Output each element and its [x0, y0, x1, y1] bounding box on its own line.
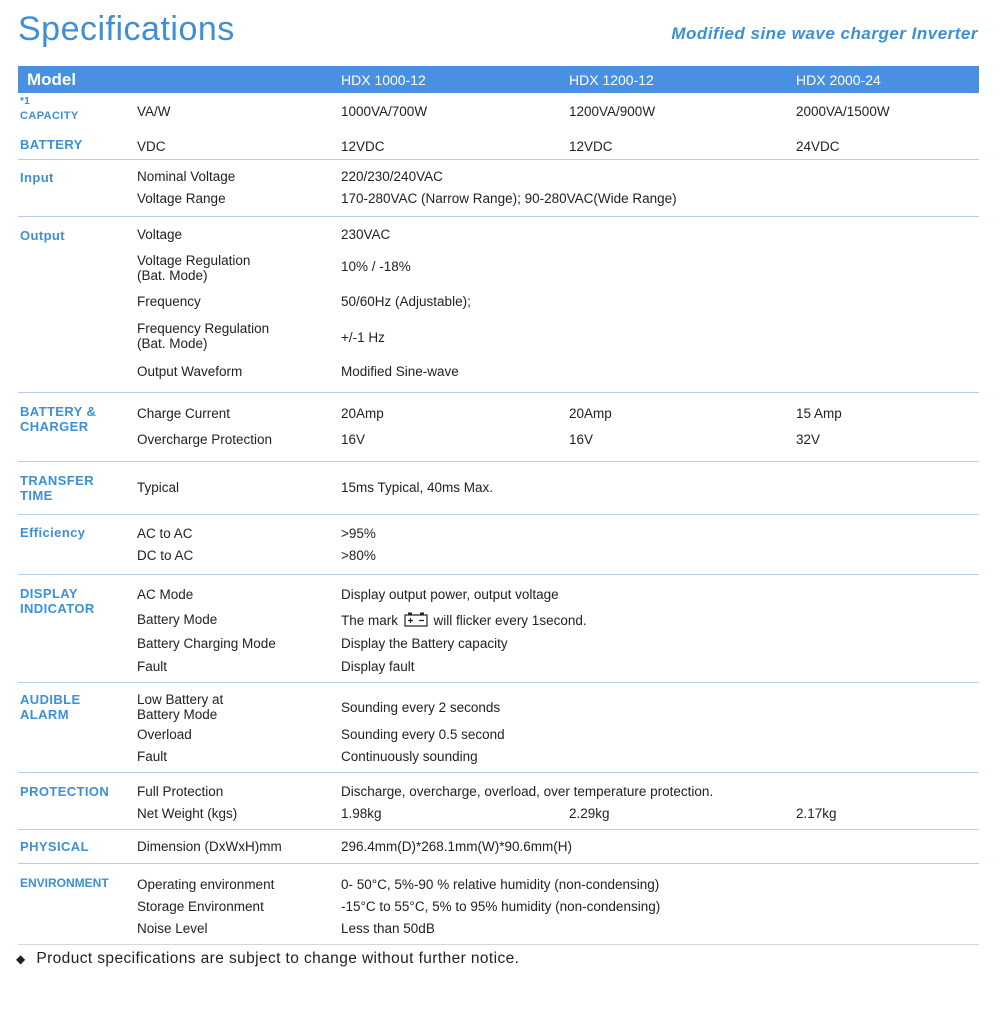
spec-value: 12VDC — [341, 139, 385, 154]
spec-param: AC to AC — [137, 526, 193, 541]
spec-value: 12VDC — [569, 139, 613, 154]
spec-value: 230VAC — [341, 227, 391, 242]
spec-param-note: Battery Mode — [137, 707, 218, 722]
spec-param: Voltage — [137, 227, 183, 242]
spec-value: +/-1 Hz — [341, 330, 385, 345]
spec-param-note: (Bat. Mode) — [137, 336, 208, 351]
model-name: HDX 2000-24 — [796, 72, 881, 88]
spec-param: Storage Environment — [137, 899, 264, 914]
battery-icon — [404, 612, 428, 630]
spec-value: 15ms Typical, 40ms Max. — [341, 480, 494, 495]
spec-param: Overcharge Protection — [137, 432, 273, 447]
spec-value: >80% — [341, 548, 376, 563]
spec-value: 50/60Hz (Adjustable); — [341, 294, 471, 309]
spec-value: >95% — [341, 526, 376, 541]
spec-param: Fault — [137, 749, 168, 764]
section-efficiency — [18, 515, 979, 575]
spec-value: 1.98kg — [341, 806, 382, 821]
category-label: BATTERY — [20, 137, 83, 152]
spec-value-block — [341, 612, 587, 630]
category-text: ALARM — [20, 707, 69, 722]
spec-value: The mark — [341, 613, 399, 628]
spec-param: DC to AC — [137, 548, 194, 563]
spec-value: 296.4mm(D)*268.1mm(W)*90.6mm(H) — [341, 839, 573, 854]
spec-value: 15 Amp — [796, 406, 842, 421]
spec-value: -15°C to 55°C, 5% to 95% humidity (non-condensing) — [341, 899, 661, 914]
spec-value: Discharge, overcharge, overload, over temperature protection. — [341, 784, 714, 799]
spec-value: Continuously sounding — [341, 749, 478, 764]
spec-value: 16V — [569, 432, 594, 447]
category-label: PHYSICAL — [20, 839, 89, 854]
section-input — [18, 160, 979, 217]
spec-param: Voltage Range — [137, 191, 226, 206]
spec-param: Net Weight (kgs) — [137, 806, 238, 821]
spec-value: Less than 50dB — [341, 921, 435, 936]
category-text: CHARGER — [20, 419, 89, 434]
spec-param: AC Mode — [137, 587, 194, 602]
footer-note — [16, 950, 519, 968]
spec-value: 32V — [796, 432, 821, 447]
category-text: AUDIBLE — [20, 692, 81, 707]
spec-param: Battery Mode — [137, 612, 218, 627]
spec-value: Display the Battery capacity — [341, 636, 508, 651]
bullet-icon: ◆ — [16, 952, 26, 966]
spec-value: Display fault — [341, 659, 415, 674]
spec-value: 16V — [341, 432, 366, 447]
section-output — [18, 217, 979, 393]
spec-param: Frequency — [137, 294, 201, 309]
section-protection — [18, 773, 979, 830]
spec-value: Modified Sine-wave — [341, 364, 459, 379]
category-label: Efficiency — [20, 525, 86, 540]
page-title: Specifications — [18, 10, 235, 48]
spec-param: Fault — [137, 659, 168, 674]
category-label — [20, 586, 95, 616]
spec-param: Battery Charging Mode — [137, 636, 276, 651]
category-label: Input — [20, 170, 54, 185]
category-text: CAPACITY — [20, 110, 79, 122]
spec-value: will flicker every 1second. — [433, 613, 587, 628]
spec-value: 1000VA/700W — [341, 104, 428, 119]
spec-value: 0- 50°C, 5%-90 % relative humidity (non-condensing) — [341, 877, 660, 892]
spec-value: 20Amp — [569, 406, 612, 421]
category-text: BATTERY & — [20, 404, 97, 419]
category-label — [20, 692, 81, 722]
category-text: TRANSFER — [20, 473, 94, 488]
model-label: Model — [27, 70, 77, 89]
section-capacity — [18, 93, 979, 129]
spec-param: Full Protection — [137, 784, 224, 799]
spec-param: Overload — [137, 727, 192, 742]
section-environment — [18, 864, 979, 945]
spec-param-block — [137, 321, 269, 351]
spec-value: 2000VA/1500W — [796, 104, 890, 119]
spec-value: Sounding every 2 seconds — [341, 700, 501, 715]
model-name: HDX 1000-12 — [341, 72, 426, 88]
category-text: DISPLAY — [20, 586, 78, 601]
spec-param-note: (Bat. Mode) — [137, 268, 208, 283]
spec-value: 2.17kg — [796, 806, 837, 821]
spec-value: 2.29kg — [569, 806, 610, 821]
spec-param: Noise Level — [137, 921, 208, 936]
spec-param: Low Battery at — [137, 692, 224, 707]
category-label: PROTECTION — [20, 784, 110, 799]
spec-param: Charge Current — [137, 406, 231, 421]
spec-param: VDC — [137, 139, 166, 154]
section-battery-charger — [18, 393, 979, 462]
spec-param-block — [137, 692, 223, 722]
spec-value: Sounding every 0.5 second — [341, 727, 505, 742]
section-battery — [18, 129, 979, 160]
footnote-mark: *1 — [20, 96, 31, 107]
spec-value: Display output power, output voltage — [341, 587, 559, 602]
category-label — [20, 473, 94, 503]
category-label: ENVIRONMENT — [20, 876, 109, 890]
category-label — [20, 97, 79, 124]
category-text: TIME — [20, 488, 53, 503]
section-audible-alarm — [18, 683, 979, 773]
spec-param: Operating environment — [137, 877, 275, 892]
section-display-indicator — [18, 575, 979, 683]
spec-param: Frequency Regulation — [137, 321, 270, 336]
model-header-bar — [18, 66, 979, 93]
spec-value: 24VDC — [796, 139, 840, 154]
spec-param-block — [137, 253, 250, 283]
category-text: INDICATOR — [20, 601, 95, 616]
spec-param: Typical — [137, 480, 180, 495]
spec-value: 170-280VAC (Narrow Range); 90-280VAC(Wide Range) — [341, 191, 677, 206]
footer-text: Product specifications are subject to change without further notice. — [36, 950, 520, 967]
category-label — [20, 404, 96, 434]
category-label: Output — [20, 228, 65, 243]
spec-value: 1200VA/900W — [569, 104, 656, 119]
spec-param: Dimension (DxWxH)mm — [137, 839, 282, 854]
spec-param: Output Waveform — [137, 364, 243, 379]
page-subtitle: Modified sine wave charger Inverter — [671, 24, 978, 43]
spec-param: Voltage Regulation — [137, 253, 251, 268]
spec-param: VA/W — [137, 104, 171, 119]
spec-value: 220/230/240VAC — [341, 169, 443, 184]
spec-value: 10% / -18% — [341, 259, 411, 274]
section-transfer-time — [18, 462, 979, 515]
spec-value: 20Amp — [341, 406, 384, 421]
section-physical — [18, 830, 979, 864]
model-name: HDX 1200-12 — [569, 72, 654, 88]
spec-param: Nominal Voltage — [137, 169, 236, 184]
